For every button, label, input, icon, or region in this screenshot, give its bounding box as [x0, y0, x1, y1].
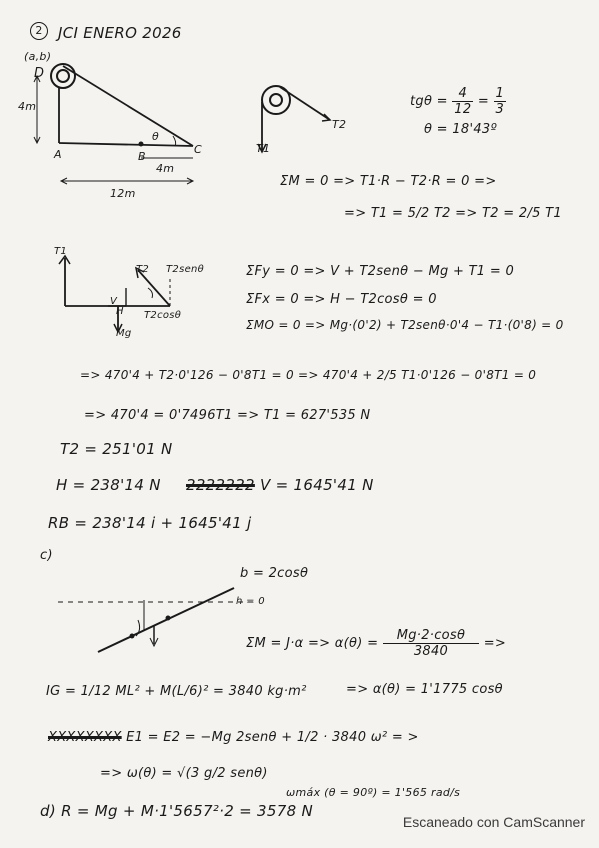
pulley-moment-2: => T1 = 5/2 T2 => T2 = 2/5 T1	[344, 206, 562, 221]
beam-T2: T2	[136, 264, 150, 275]
beam-T2sen: T2senθ	[166, 264, 205, 275]
tan-fraction-2	[494, 86, 507, 117]
label-4m: 4m	[156, 162, 175, 175]
eq-mo: ΣMO = 0 => Mg·(0'2) + T2senθ·0'4 − T1·(0'8) = 0	[246, 318, 564, 332]
pulley-moment-1: ΣM = 0 => T1·R − T2·R = 0 =>	[280, 174, 497, 189]
beam-Mg: Mg	[116, 328, 132, 339]
label-12m: 12m	[110, 187, 136, 200]
camscanner-watermark: Escaneado con CamScanner	[402, 814, 585, 830]
part-d	[40, 802, 313, 820]
label-B: B	[138, 150, 146, 163]
pulley-T1: T1	[256, 142, 271, 155]
omega-max: ωmáx (θ = 90º) = 1'565 rad/s	[286, 786, 461, 799]
triangle-figure	[25, 58, 225, 198]
eq-sub1: => 470'4 + T2·0'126 − 0'8T1 = 0 => 470'4 + 2/5 T1·0'126 − 0'8T1 = 0	[80, 368, 537, 382]
alpha-fraction	[383, 628, 480, 659]
tan-den: 12	[454, 102, 472, 117]
moment-lhs: ΣM = J·α => α(θ) =	[246, 636, 379, 651]
eq-h: H = 238'14 N	[56, 476, 161, 494]
label-C: C	[194, 143, 202, 156]
exam-title: JCI ENERO 2026	[58, 24, 182, 42]
beam-H: H	[116, 306, 124, 317]
alpha-result: => α(θ) = 1'1775 cosθ	[346, 682, 503, 697]
part-d-label: d)	[40, 802, 56, 820]
eq-v	[186, 476, 374, 494]
label-A: A	[54, 148, 62, 161]
rotation-figure	[58, 580, 258, 660]
alpha-num: Mg·2·cosθ	[383, 628, 480, 644]
tan-num2: 1	[495, 86, 505, 101]
energy-value: E1 = E2 = −Mg 2senθ + 1/2 · 3840 ω² = >	[126, 730, 419, 745]
beam-V: V	[110, 296, 118, 307]
eq-sub2: => 470'4 = 0'7496T1 => T1 = 627'535 N	[84, 408, 371, 423]
v-scribble: 2222222	[186, 476, 255, 494]
part-d-equation: R = Mg + M·1'5657²·2 = 3578 N	[61, 802, 313, 820]
eq-fy: ΣFy = 0 => V + T2senθ − Mg + T1 = 0	[246, 264, 515, 279]
energy-scribble: XXXXXXXX	[48, 730, 122, 745]
eq-t2: T2 = 251'01 N	[60, 440, 173, 458]
omega-equation: => ω(θ) = √(3 g/2 senθ)	[100, 766, 268, 781]
beam-T2cos: T2cosθ	[144, 310, 182, 321]
label-height: 4m	[18, 100, 37, 113]
eq-rb: RB = 238'14 i + 1645'41 j	[48, 514, 252, 532]
beam-T1: T1	[54, 246, 68, 257]
label-D: D	[34, 66, 45, 81]
problem-number: 2	[30, 22, 48, 40]
b-equation: b = 2cosθ	[240, 566, 309, 581]
alpha-den: 3840	[413, 644, 449, 659]
ig-equation: IG = 1/12 ML² + M(L/6)² = 3840 kg·m²	[46, 684, 307, 699]
pulley-T2: T2	[332, 118, 347, 131]
energy-equation	[48, 730, 419, 745]
tan-num: 4	[452, 86, 473, 102]
parts-label: (a,b)	[24, 50, 52, 63]
arrow: =>	[483, 636, 507, 651]
label-theta: θ	[152, 130, 160, 143]
tan-expression	[410, 86, 506, 117]
tan-eq: =	[477, 94, 490, 109]
part-c-label: c)	[40, 548, 53, 563]
eq-fx: ΣFx = 0 => H − T2cosθ = 0	[246, 292, 437, 307]
tan-lhs: tgθ =	[410, 94, 448, 109]
tan-fraction	[452, 86, 473, 117]
theta-value: θ = 18'43º	[424, 122, 497, 137]
v-value: V = 1645'41 N	[259, 476, 374, 494]
moment-equation	[246, 628, 506, 659]
h0-label: h = 0	[236, 596, 265, 607]
tan-den2: 3	[495, 102, 505, 117]
